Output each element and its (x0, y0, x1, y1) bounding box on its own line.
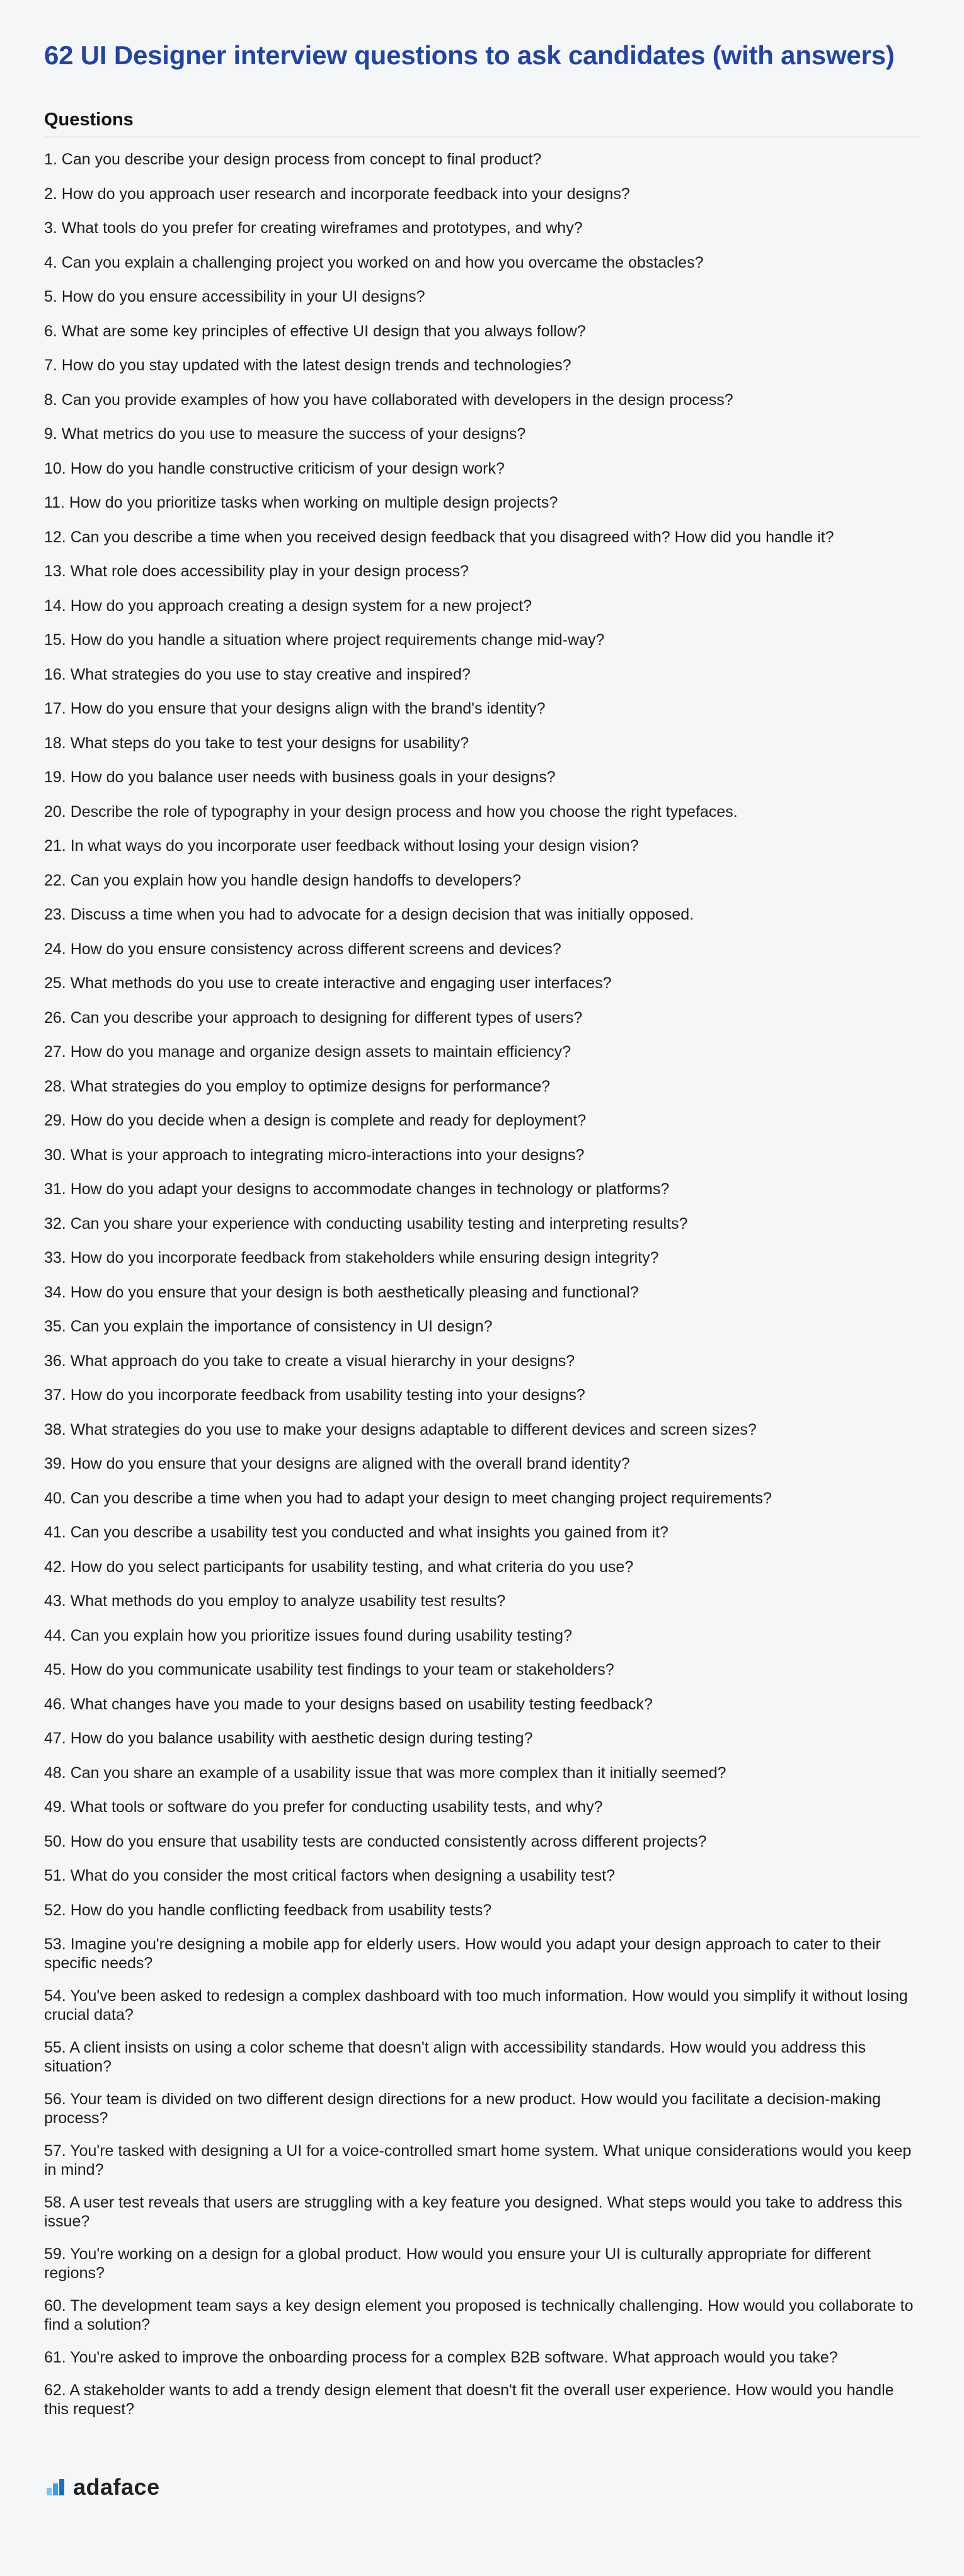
question-item: 2. How do you approach user research and incorporate feedback into your designs? (44, 185, 630, 203)
question-item: 35. Can you explain the importance of consistency in UI design? (44, 1318, 493, 1335)
question-item: 13. What role does accessibility play in your design process? (44, 562, 469, 580)
question-item: 52. How do you handle conflicting feedback from usability tests? (44, 1901, 492, 1919)
question-item: 36. What approach do you take to create a visual hierarchy in your designs? (44, 1352, 575, 1370)
question-item: 4. Can you explain a challenging project you worked on and how you overcame the obstacles? (44, 253, 704, 271)
question-list (44, 150, 920, 2419)
question-item: 60. The development team says a key design element you proposed is technically challenging. How would you collaborate to find a solution? (44, 2297, 914, 2334)
question-item: 34. How do you ensure that your design is both aesthetically pleasing and functional? (44, 1283, 639, 1301)
question-item: 21. In what ways do you incorporate user feedback without losing your design vision? (44, 837, 639, 855)
question-item: 46. What changes have you made to your designs based on usability testing feedback? (44, 1695, 653, 1713)
question-item: 47. How do you balance usability with aesthetic design during testing? (44, 1730, 533, 1747)
question-item: 56. Your team is divided on two different design directions for a new product. How would you facilitate a decision-making process? (44, 2090, 881, 2127)
question-item: 33. How do you incorporate feedback from stakeholders while ensuring design integrity? (44, 1249, 659, 1267)
page-title: 62 UI Designer interview questions to ask candidates (with answers) (44, 40, 895, 70)
question-item: 49. What tools or software do you prefer for conducting usability tests, and why? (44, 1798, 603, 1816)
question-item: 28. What strategies do you employ to optimize designs for performance? (44, 1077, 551, 1095)
logo-text: adaface (73, 2474, 160, 2500)
question-item: 14. How do you approach creating a design system for a new project? (44, 596, 532, 615)
question-item: 9. What metrics do you use to measure the success of your designs? (44, 425, 526, 443)
question-item: 24. How do you ensure consistency across different screens and devices? (44, 940, 561, 958)
question-item: 6. What are some key principles of effective UI design that you always follow? (44, 322, 586, 340)
question-item: 20. Describe the role of typography in your design process and how you choose the right typefaces. (44, 802, 738, 821)
question-item: 43. What methods do you employ to analyze usability test results? (44, 1592, 506, 1610)
footer-logo (45, 2474, 160, 2500)
question-item: 11. How do you prioritize tasks when working on multiple design projects? (44, 494, 558, 511)
section-title: Questions (44, 110, 920, 137)
question-item: 27. How do you manage and organize design assets to maintain efficiency? (44, 1043, 571, 1061)
question-item: 17. How do you ensure that your designs align with the brand's identity? (44, 700, 546, 717)
question-item: 7. How do you stay updated with the latest design trends and technologies? (44, 356, 571, 374)
question-item: 26. Can you describe your approach to designing for different types of users? (44, 1008, 583, 1027)
question-item: 61. You're asked to improve the onboarding process for a complex B2B software. What approach would you take? (44, 2349, 838, 2366)
question-item: 54. You've been asked to redesign a complex dashboard with too much information. How would you simplify it without losing crucial data? (44, 1987, 908, 2024)
question-item: 10. How do you handle constructive criticism of your design work? (44, 459, 505, 477)
question-item: 15. How do you handle a situation where project requirements change mid-way? (44, 631, 605, 649)
question-item: 16. What strategies do you use to stay creative and inspired? (44, 665, 471, 683)
question-item: 51. What do you consider the most critical factors when designing a usability test? (44, 1867, 616, 1884)
question-item: 58. A user test reveals that users are struggling with a key feature you designed. What steps would you take to address this issue? (44, 2194, 902, 2230)
question-item: 62. A stakeholder wants to add a trendy design element that doesn't fit the overall user experience. How would you handle this request? (44, 2381, 894, 2418)
question-item: 29. How do you decide when a design is complete and ready for deployment? (44, 1112, 587, 1129)
question-item: 59. You're working on a design for a global product. How would you ensure your UI is culturally appropriate for different regions? (44, 2245, 871, 2282)
question-item: 38. What strategies do you use to make your designs adaptable to different devices and screen sizes? (44, 1420, 757, 1439)
question-item: 50. How do you ensure that usability tests are conducted consistently across different projects? (44, 1832, 707, 1850)
question-item: 55. A client insists on using a color scheme that doesn't align with accessibility standards. How would you address this situation? (44, 2039, 866, 2075)
question-item: 1. Can you describe your design process from concept to final product? (44, 151, 542, 168)
question-item: 30. What is your approach to integrating micro-interactions into your designs? (44, 1146, 585, 1164)
question-item: 40. Can you describe a time when you had to adapt your design to meet changing project requirements? (44, 1489, 772, 1507)
question-item: 57. You're tasked with designing a UI for a voice-controlled smart home system. What unique considerations would you keep in mind? (44, 2142, 912, 2179)
question-item: 39. How do you ensure that your designs are aligned with the overall brand identity? (44, 1455, 630, 1473)
question-item: 25. What methods do you use to create interactive and engaging user interfaces? (44, 974, 612, 992)
question-item: 41. Can you describe a usability test you conducted and what insights you gained from it? (44, 1524, 668, 1541)
question-item: 31. How do you adapt your designs to accommodate changes in technology or platforms? (44, 1180, 670, 1198)
question-item: 44. Can you explain how you prioritize issues found during usability testing? (44, 1626, 572, 1644)
question-item: 3. What tools do you prefer for creating wireframes and prototypes, and why? (44, 219, 583, 237)
question-item: 42. How do you select participants for usability testing, and what criteria do you use? (44, 1558, 634, 1576)
question-item: 37. How do you incorporate feedback from usability testing into your designs? (44, 1386, 585, 1404)
question-item: 48. Can you share an example of a usability issue that was more complex than it initially seemed? (44, 1764, 726, 1782)
adaface-logo-icon (45, 2478, 67, 2497)
question-item: 32. Can you share your experience with conducting usability testing and interpreting results? (44, 1214, 688, 1233)
question-item: 5. How do you ensure accessibility in your UI designs? (44, 288, 425, 305)
question-item: 23. Discuss a time when you had to advocate for a design decision that was initially opposed. (44, 906, 694, 923)
question-item: 8. Can you provide examples of how you have collaborated with developers in the design process? (44, 390, 733, 409)
question-item: 45. How do you communicate usability test findings to your team or stakeholders? (44, 1661, 614, 1678)
question-item: 12. Can you describe a time when you received design feedback that you disagreed with? How did you handle it? (44, 528, 834, 546)
question-item: 22. Can you explain how you handle design handoffs to developers? (44, 871, 522, 889)
question-item: 53. Imagine you're designing a mobile app for elderly users. How would you adapt your design approach to cater to their specific needs? (44, 1935, 881, 1972)
question-item: 18. What steps do you take to test your designs for usability? (44, 734, 469, 752)
question-item: 19. How do you balance user needs with business goals in your designs? (44, 768, 556, 786)
